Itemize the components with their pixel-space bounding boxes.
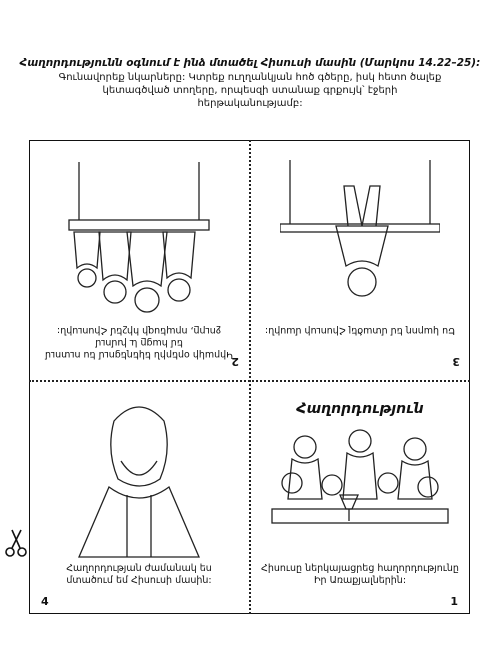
page-number-4: 4 [41,595,49,608]
page-number-2: 2 [231,355,239,368]
caption-page-4-line-2: մտածում եմ Հիսուսի մասին: [66,575,212,586]
caption-page-2-line-2: ջուրը, որպեսզի հիշեմ Հիսուսին: [56,325,222,336]
caption-page-1 [250,563,470,587]
instructions [0,71,500,110]
page-number-1: 1 [450,595,458,608]
panel-page-4 [29,381,249,614]
page-title: Հաղորդությունն օգնում է ինձ մտածել Հիսուսի մասին (Մարկոս 14.22–25): [19,57,481,69]
jesus-portrait-illustration [69,391,209,559]
child-on-pew-illustration [280,150,440,310]
caption-page-1-line-1: Հիսուսը ներկայացրեց հաղորդությունը [261,563,459,574]
caption-page-4 [29,563,249,587]
caption-page-3-line-1: Ես կարող եմ մտածել Հիսուսի մասին: [264,325,456,336]
page-header [0,56,500,110]
panel-heading: Հաղորդություն [296,401,424,417]
caption-page-1-line-2: Իր Առաքյալներին: [313,575,407,586]
page-number-3: 3 [452,355,460,368]
caption-page-4-line-1: Հաղորդության ժամանակ ես [66,563,212,574]
instruction-line-2: կետագծված տողերը, որպեսզի ստանաք գրքույկ՝ էջերի հերթականությամբ: [102,85,398,109]
panel-page-1 [250,381,470,614]
caption-page-2-line-1: Կիրակի օրերին եկեղեցում ես ուտում եմ հացը և խմում [44,337,234,360]
panel-page-3 [250,140,470,380]
family-sacrament-illustration [59,160,219,330]
caption-page-3 [250,324,470,336]
instruction-line-1: Գունավորեք նկարները: Կտրեք ուղղանկյան հոծ գծերը, իսկ հետո ծալեք [58,72,442,83]
panel-page-2 [29,140,249,380]
last-supper-illustration [270,425,450,553]
scissors-icon [4,528,30,558]
